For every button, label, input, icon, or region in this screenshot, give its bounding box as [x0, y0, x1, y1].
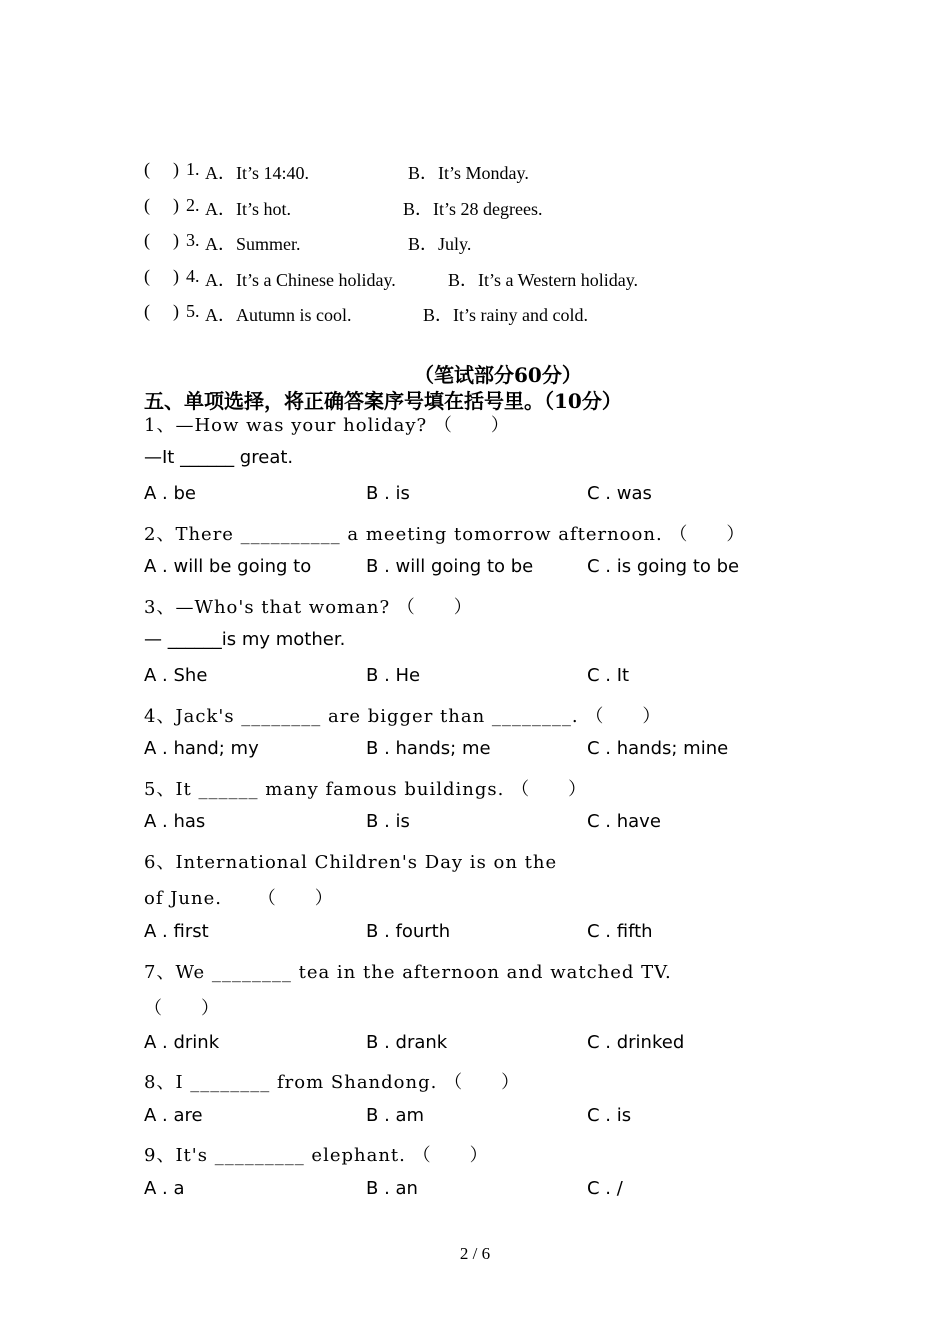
answer-paren-close: ): [173, 195, 179, 215]
option-c: C . is: [587, 1105, 632, 1126]
option-a: A . a: [144, 1178, 185, 1199]
answer-paren-open: (: [144, 301, 150, 321]
option-a: A . has: [144, 811, 206, 832]
option-b: B．It’s Monday.: [408, 163, 529, 183]
answer-paren-open: (: [144, 230, 150, 250]
option-c: C . /: [587, 1178, 623, 1199]
option-a: A．It’s a Chinese holiday.: [205, 270, 396, 290]
item-number: 4.: [186, 266, 200, 286]
option-a: A . will be going to: [144, 556, 312, 577]
option-b: B．It’s rainy and cold.: [423, 305, 588, 325]
answer-paren-close: ): [173, 230, 179, 250]
option-c: C . fifth: [587, 921, 653, 942]
option-c: C . It: [587, 665, 630, 686]
option-b: B . fourth: [366, 921, 451, 942]
option-a: A．Summer.: [205, 234, 301, 254]
answer-paren-open: (: [144, 266, 150, 286]
option-b: B . will going to be: [366, 556, 534, 577]
question-text: 5、It ______ many famous buildings. （ ）: [144, 779, 588, 800]
item-number: 2.: [186, 195, 200, 215]
option-b: B . is: [366, 811, 410, 832]
option-b: B . hands; me: [366, 738, 491, 759]
option-b: B．July.: [408, 234, 472, 254]
question-text: 6、International Children's Day is on the: [144, 852, 558, 873]
option-a: A．It’s hot.: [205, 199, 292, 219]
item-number: 3.: [186, 230, 200, 250]
question-text: 8、I ________ from Shandong. （ ）: [144, 1072, 521, 1093]
item-number: 1.: [186, 159, 200, 179]
option-b: B . am: [366, 1105, 425, 1126]
option-a: A . be: [144, 483, 196, 504]
option-b: B．It’s 28 degrees.: [403, 199, 543, 219]
option-c: C . is going to be: [587, 556, 740, 577]
option-b: B . He: [366, 665, 421, 686]
option-a: A . drink: [144, 1032, 220, 1053]
option-c: C . hands; mine: [587, 738, 729, 759]
question-text: 4、Jack's ________ are bigger than ________. （ ）: [144, 706, 662, 727]
page-number: 2 / 6: [459, 1244, 491, 1263]
option-b: B . drank: [366, 1032, 448, 1053]
option-b: B．It’s a Western holiday.: [448, 270, 639, 290]
option-c: C . was: [587, 483, 652, 504]
item-number: 5.: [186, 301, 200, 321]
answer-paren-close: ): [173, 266, 179, 286]
option-a: A . She: [144, 665, 208, 686]
option-b: B . an: [366, 1178, 418, 1199]
option-a: A．Autumn is cool.: [205, 305, 352, 325]
answer-paren-close: ): [173, 159, 179, 179]
option-a: A . hand; my: [144, 738, 259, 759]
option-c: C . have: [587, 811, 661, 832]
option-a: A．It’s 14:40.: [205, 163, 310, 183]
question-text: 2、There __________ a meeting tomorrow afternoon. （ ）: [144, 524, 746, 545]
question-continuation: —It ______ great.: [144, 447, 294, 468]
answer-paren-close: ): [173, 301, 179, 321]
question-continuation: of June. （ ）: [144, 888, 334, 909]
option-a: A . are: [144, 1105, 203, 1126]
question-text: 7、We ________ tea in the afternoon and watched TV.: [144, 962, 672, 983]
written-part-title: （笔试部分60分）: [414, 363, 582, 387]
question-text: 9、It's _________ elephant. （ ）: [144, 1145, 489, 1166]
option-a: A . first: [144, 921, 209, 942]
section-title: 五、单项选择，将正确答案序号填在括号里。（10分）: [144, 389, 622, 413]
question-continuation: — ______is my mother.: [144, 629, 346, 650]
answer-paren-open: (: [144, 195, 150, 215]
answer-paren-open: (: [144, 159, 150, 179]
option-b: B . is: [366, 483, 410, 504]
question-continuation: （ ）: [144, 998, 220, 1019]
question-text: 3、—Who's that woman? （ ）: [144, 597, 473, 618]
option-c: C . drinked: [587, 1032, 685, 1053]
question-text: 1、—How was your holiday? （ ）: [144, 415, 510, 436]
